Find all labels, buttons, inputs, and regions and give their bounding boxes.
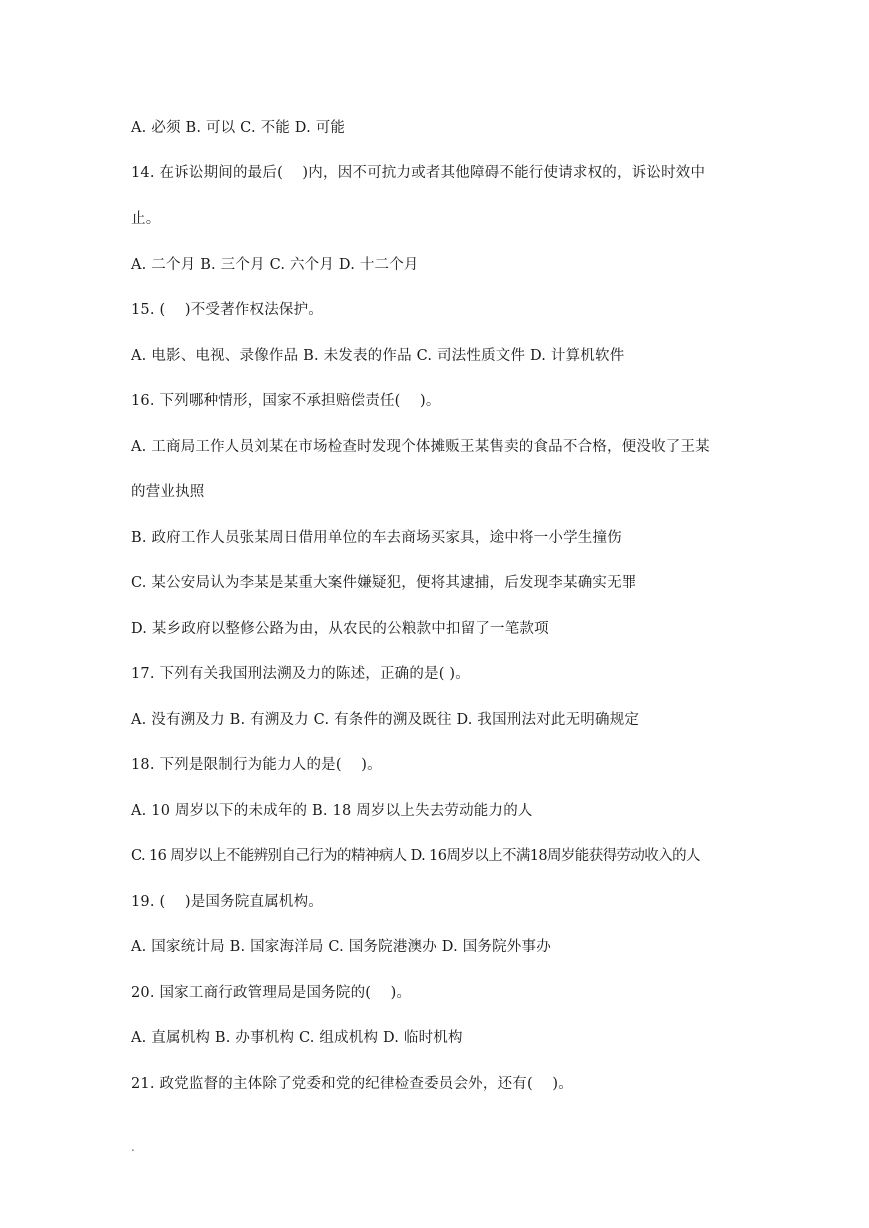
answer-options-14: A. 二个月 B. 三个月 C. 六个月 D. 十二个月 (131, 257, 419, 273)
answer-options-17: A. 没有溯及力 B. 有溯及力 C. 有条件的溯及既往 D. 我国刑法对此无明确规定 (131, 712, 640, 728)
question-16: 16. 下列哪种情形，国家不承担赔偿责任( )。 (131, 393, 441, 409)
answer-option-16a-continued: 的营业执照 (131, 484, 205, 500)
question-14: 14. 在诉讼期间的最后( )内，因不可抗力或者其他障碍不能行使请求权的，诉讼时效中 (131, 165, 706, 181)
footer-mark: . (131, 1140, 135, 1154)
question-14-continued: 止。 (131, 211, 161, 227)
answer-options-15: A. 电影、电视、录像作品 B. 未发表的作品 C. 司法性质文件 D. 计算机软件 (131, 348, 625, 364)
answer-options-20: A. 直属机构 B. 办事机构 C. 组成机构 D. 临时机构 (131, 1030, 463, 1046)
question-19: 19. ( )是国务院直属机构。 (131, 894, 323, 910)
answer-option-16c: C. 某公安局认为李某是某重大案件嫌疑犯，便将其逮捕，后发现李某确实无罪 (131, 575, 637, 591)
question-18: 18. 下列是限制行为能力人的是( )。 (131, 757, 382, 773)
question-21: 21. 政党监督的主体除了党委和党的纪律检查委员会外，还有( )。 (131, 1076, 573, 1092)
answer-option-16b: B. 政府工作人员张某周日借用单位的车去商场买家具，途中将一小学生撞伤 (131, 530, 622, 546)
answer-options-19: A. 国家统计局 B. 国家海洋局 C. 国务院港澳办 D. 国务院外事办 (131, 939, 551, 955)
answer-option-16d: D. 某乡政府以整修公路为由，从农民的公粮款中扣留了一笔款项 (131, 621, 549, 637)
question-15: 15. ( )不受著作权法保护。 (131, 302, 323, 318)
answer-option-16a: A. 工商局工作人员刘某在市场检查时发现个体摊贩王某售卖的食品不合格，便没收了王某 (131, 439, 710, 455)
question-20: 20. 国家工商行政管理局是国务院的( )。 (131, 985, 412, 1001)
answer-options-18-ab: A. 10 周岁以下的未成年的 B. 18 周岁以上失去劳动能力的人 (131, 803, 533, 819)
answer-options-13: A. 必须 B. 可以 C. 不能 D. 可能 (131, 120, 346, 136)
question-17: 17. 下列有关我国刑法溯及力的陈述，正确的是( )。 (131, 666, 470, 682)
answer-options-18-cd: C. 16 周岁以上不能辨别自己行为的精神病人 D. 16周岁以上不满18周岁能获得劳动收入的人 (131, 848, 700, 864)
